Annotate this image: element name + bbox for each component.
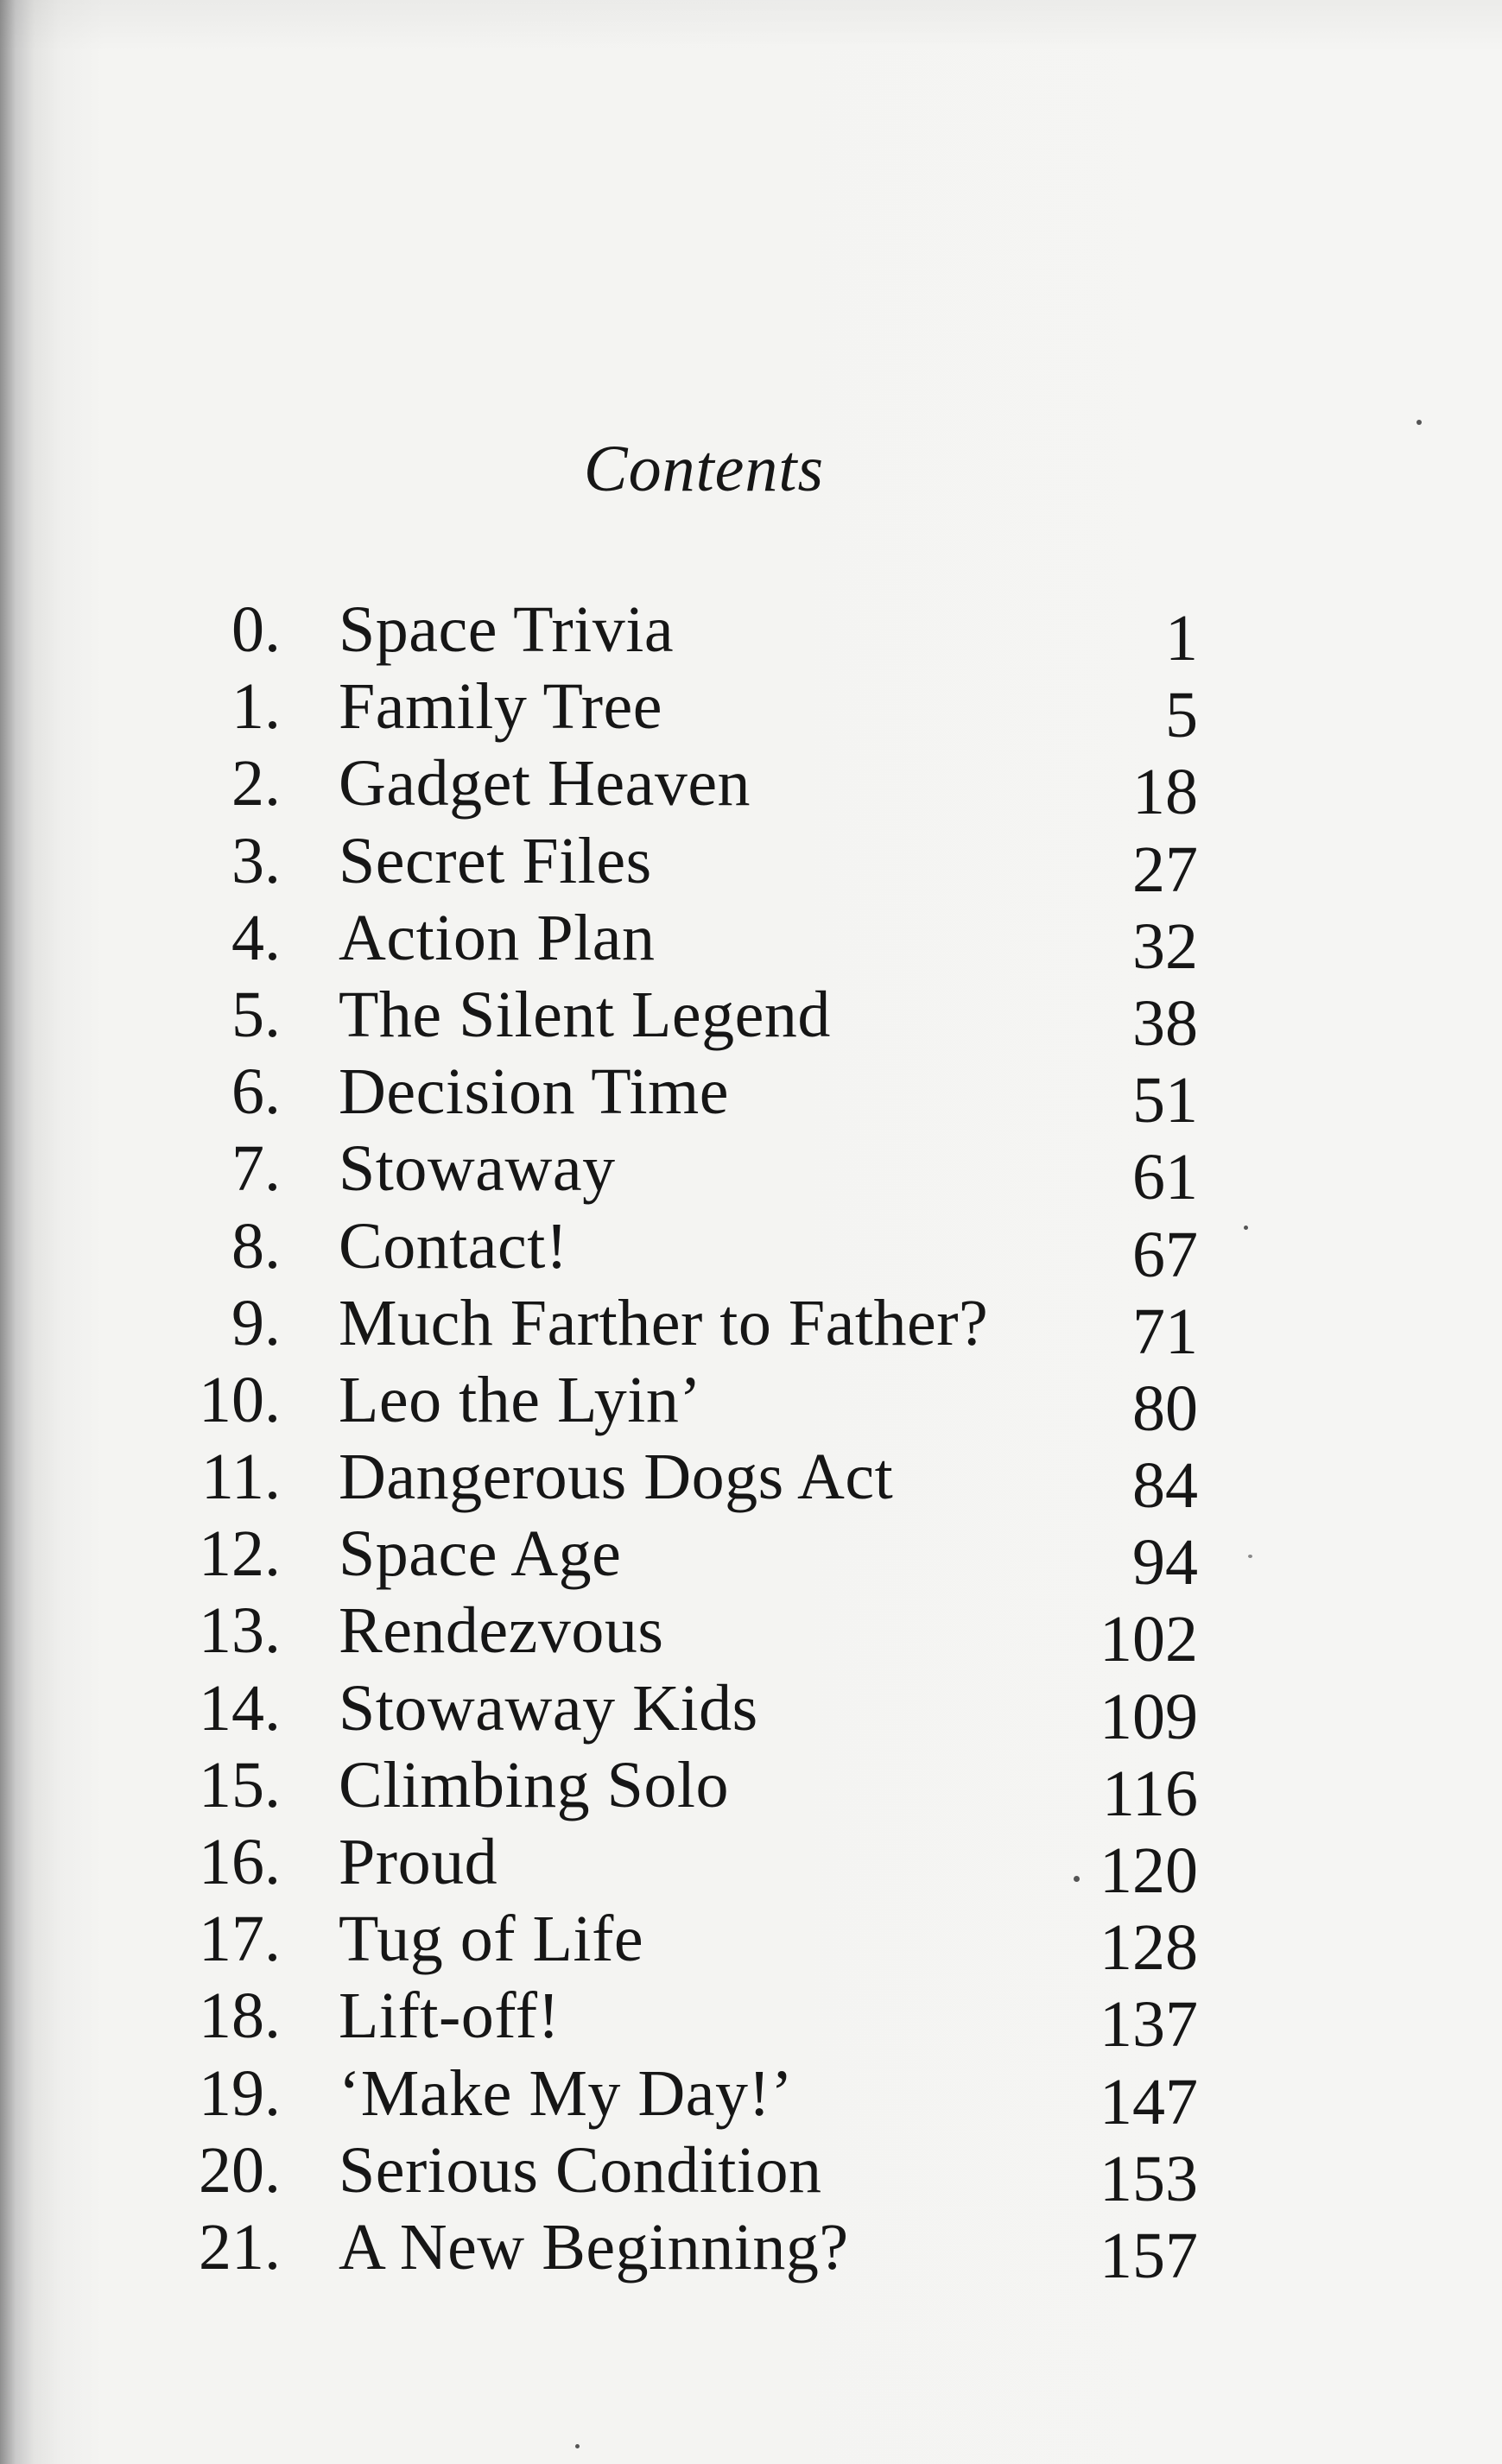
chapter-title: A New Beginning? [339, 2210, 849, 2283]
toc-entry [0, 1670, 1502, 1753]
chapter-number: 2. [231, 747, 281, 820]
chapter-title: Dangerous Dogs Act [339, 1441, 894, 1514]
chapter-title: ‘Make My Day!’ [339, 2056, 794, 2130]
toc-entry [0, 1824, 1502, 1907]
toc-entry [0, 900, 1502, 983]
chapter-title: Gadget Heaven [339, 747, 751, 820]
toc-entry [0, 2209, 1502, 2292]
page-number: 147 [1100, 2065, 1198, 2138]
chapter-number: 11. [200, 1441, 281, 1514]
page-number: 153 [1100, 2142, 1198, 2215]
chapter-number: 1. [231, 670, 281, 744]
toc-entry [0, 2055, 1502, 2138]
toc-entry [0, 1901, 1502, 1985]
chapter-number: 19. [199, 2056, 281, 2130]
print-speck [575, 2444, 580, 2448]
print-speck [1416, 420, 1422, 425]
page-number: 32 [1132, 909, 1198, 983]
chapter-title: Climbing Solo [339, 1748, 730, 1821]
page-number: 84 [1132, 1449, 1198, 1523]
chapter-title: Serious Condition [339, 2133, 822, 2207]
chapter-number: 20. [199, 2133, 281, 2207]
page-number: 5 [1165, 679, 1198, 752]
table-of-contents [0, 592, 1502, 2292]
toc-entry [0, 1439, 1502, 1523]
toc-entry [0, 592, 1502, 675]
chapter-number: 9. [231, 1286, 281, 1359]
print-speck [1248, 1555, 1252, 1558]
chapter-number: 7. [231, 1132, 281, 1206]
page-number: 38 [1132, 986, 1198, 1060]
page-number: 1 [1165, 602, 1198, 675]
chapter-title: Secret Files [339, 824, 652, 897]
print-speck [1244, 1226, 1248, 1230]
chapter-number: 21. [199, 2210, 281, 2283]
chapter-title: Stowaway Kids [339, 1671, 758, 1745]
toc-entry [0, 1285, 1502, 1368]
chapter-title: Leo the Lyin’ [339, 1363, 702, 1436]
chapter-title: Space Age [339, 1517, 622, 1591]
page-number: 157 [1100, 2219, 1198, 2292]
toc-entry [0, 1747, 1502, 1830]
page-number: 102 [1100, 1603, 1198, 1676]
chapter-number: 0. [231, 593, 281, 666]
page-number: 51 [1132, 1064, 1198, 1137]
chapter-title: Much Farther to Father? [339, 1286, 989, 1359]
chapter-title: The Silent Legend [339, 978, 831, 1051]
chapter-number: 17. [199, 1903, 281, 1976]
page-number: 27 [1132, 833, 1198, 906]
chapter-title: Tug of Life [339, 1903, 644, 1976]
chapter-title: Stowaway [339, 1132, 616, 1206]
chapter-title: Family Tree [339, 670, 662, 744]
toc-entry [0, 2132, 1502, 2215]
chapter-number: 6. [231, 1055, 281, 1129]
chapter-title: Contact! [339, 1209, 568, 1283]
chapter-title: Proud [339, 1826, 498, 1898]
toc-entry [0, 1978, 1502, 2062]
chapter-title: Lift-off! [339, 1979, 561, 2053]
chapter-number: 8. [231, 1209, 281, 1283]
toc-entry [0, 1131, 1502, 1214]
chapter-number: 16. [199, 1826, 281, 1898]
chapter-number: 13. [199, 1594, 281, 1668]
page-number: 128 [1100, 1911, 1198, 1985]
toc-entry [0, 977, 1502, 1060]
chapter-number: 3. [231, 824, 281, 897]
page-number: 109 [1100, 1680, 1198, 1753]
toc-entry [0, 1208, 1502, 1291]
page-number: 80 [1132, 1371, 1198, 1445]
chapter-number: 18. [199, 1979, 281, 2053]
toc-entry [0, 823, 1502, 906]
chapter-title: Rendezvous [339, 1594, 664, 1668]
page-number: 94 [1132, 1526, 1198, 1599]
toc-entry [0, 1362, 1502, 1445]
page-number: 120 [1100, 1834, 1198, 1907]
page-number: 18 [1132, 756, 1198, 829]
chapter-number: 10. [199, 1363, 281, 1436]
page-number: 61 [1132, 1141, 1198, 1214]
toc-entry [0, 668, 1502, 752]
toc-entry [0, 1516, 1502, 1599]
chapter-number: 15. [199, 1748, 281, 1821]
page-number: 116 [1101, 1757, 1198, 1830]
chapter-title: Action Plan [339, 901, 656, 974]
page-number: 67 [1132, 1218, 1198, 1291]
toc-entry [0, 1593, 1502, 1676]
page-shadow [0, 0, 1502, 52]
chapter-title: Decision Time [339, 1055, 729, 1129]
page-number: 137 [1100, 1988, 1198, 2062]
print-speck [1074, 1876, 1080, 1882]
page-number: 71 [1132, 1295, 1198, 1368]
page-title: Contents [583, 433, 825, 505]
chapter-number: 4. [231, 901, 281, 974]
chapter-number: 5. [231, 978, 281, 1051]
toc-entry [0, 1054, 1502, 1137]
chapter-number: 14. [199, 1671, 281, 1745]
chapter-title: Space Trivia [339, 593, 675, 666]
chapter-number: 12. [199, 1517, 281, 1591]
toc-entry [0, 745, 1502, 829]
